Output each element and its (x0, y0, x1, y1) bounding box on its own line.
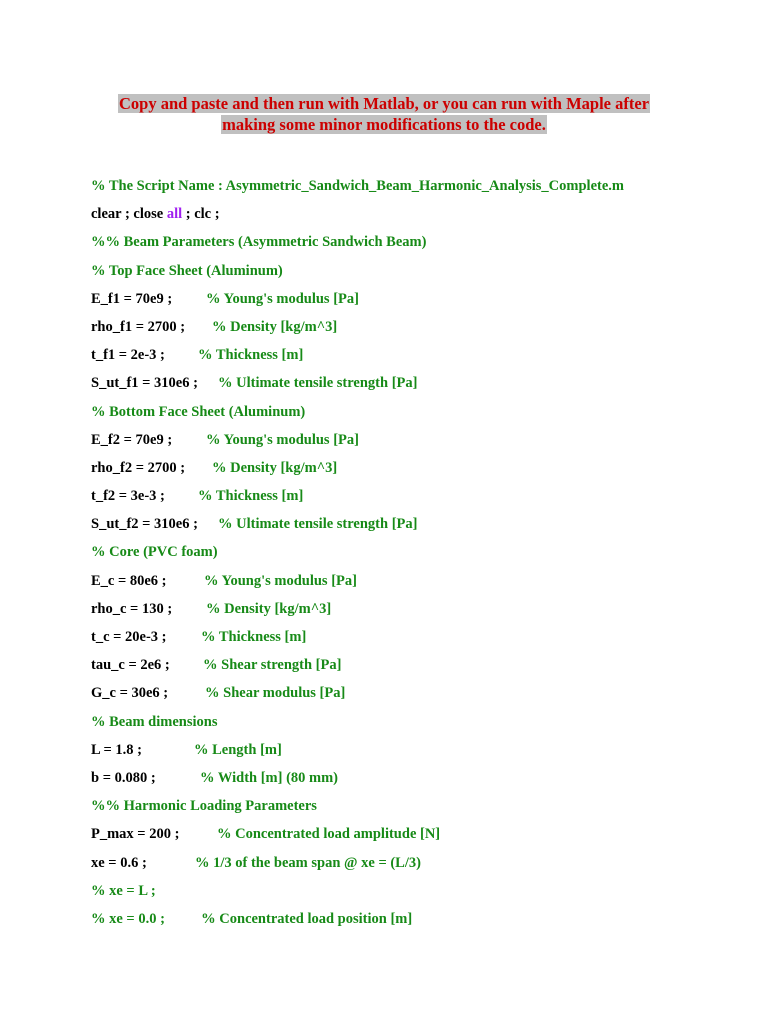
code-line (91, 849, 624, 877)
instruction-banner-text-2: making some minor modifications to the code. (222, 115, 546, 134)
code-line (91, 172, 624, 200)
code-line (91, 454, 624, 482)
code-text: G_c = 30e6 ; (91, 685, 169, 702)
code-line (91, 285, 624, 313)
comment-text: %% Harmonic Loading Parameters (91, 798, 317, 815)
comment-text: % Density [kg/m^3] (212, 318, 338, 335)
code-line (91, 736, 624, 764)
matlab-code-block (91, 172, 624, 933)
code-text: t_f1 = 2e-3 ; (91, 347, 165, 364)
code-line (91, 538, 624, 566)
comment-text: % Beam dimensions (91, 713, 218, 730)
code-line (91, 905, 624, 933)
code-text: b = 0.080 ; (91, 769, 156, 786)
comment-text: % xe = 0.0 ; % Concentrated load position [m] (91, 910, 413, 927)
code-line (91, 764, 624, 792)
code-text: ; clc ; (182, 206, 220, 223)
comment-text: % Core (PVC foam) (91, 544, 218, 561)
code-line (91, 426, 624, 454)
comment-text: % The Script Name : Asymmetric_Sandwich_Beam_Harmonic_Analysis_Complete.m (91, 178, 624, 194)
code-text: rho_c = 130 ; (91, 600, 173, 617)
comment-text: % Thickness [m] (198, 488, 304, 505)
code-text: E_c = 80e6 ; (91, 572, 167, 589)
comment-text: % Density [kg/m^3] (206, 600, 332, 617)
code-text: P_max = 200 ; (91, 826, 180, 843)
code-line (91, 228, 624, 256)
comment-text: % Concentrated load amplitude [N] (217, 826, 441, 843)
code-line (91, 651, 624, 679)
comment-text: % Top Face Sheet (Aluminum) (91, 262, 283, 279)
comment-text: % Thickness [m] (201, 629, 307, 645)
comment-text: % Shear strength [Pa] (203, 657, 342, 674)
comment-text: % Length [m] (194, 741, 282, 758)
code-line (91, 820, 624, 848)
code-text: E_f2 = 70e9 ; (91, 431, 173, 448)
code-line (91, 708, 624, 736)
comment-text: % Young's modulus [Pa] (206, 290, 359, 307)
keyword-text: all (166, 206, 183, 223)
comment-text: %% Beam Parameters (Asymmetric Sandwich Beam) (91, 234, 427, 251)
code-line (91, 257, 624, 285)
code-text: E_f1 = 70e9 ; (91, 290, 173, 307)
code-line (91, 595, 624, 623)
code-text: rho_f2 = 2700 ; (91, 459, 186, 476)
code-line (91, 567, 624, 595)
code-text: tau_c = 2e6 ; (91, 657, 170, 674)
code-text: rho_f1 = 2700 ; (91, 318, 186, 335)
comment-text: % Ultimate tensile strength [Pa] (218, 516, 418, 533)
comment-text: % Ultimate tensile strength [Pa] (218, 375, 418, 392)
code-line (91, 792, 624, 820)
comment-text: % Thickness [m] (198, 347, 304, 364)
comment-text: % Bottom Face Sheet (Aluminum) (91, 403, 306, 420)
comment-text: % Density [kg/m^3] (212, 459, 338, 476)
instruction-banner-text-1: Copy and paste and then run with Matlab, or you can run with Maple after (118, 94, 650, 113)
code-line (91, 482, 624, 510)
comment-text: % Width [m] (80 mm) (200, 769, 339, 786)
code-line (91, 877, 624, 905)
comment-text: % xe = L ; (91, 882, 156, 899)
code-line (91, 679, 624, 707)
code-text: S_ut_f1 = 310e6 ; (91, 375, 198, 392)
code-text: L = 1.8 ; (91, 741, 142, 758)
code-line (91, 369, 624, 397)
comment-text: % Shear modulus [Pa] (205, 685, 346, 702)
code-text: t_f2 = 3e-3 ; (91, 488, 165, 505)
comment-text: % Young's modulus [Pa] (206, 431, 359, 448)
code-line (91, 623, 624, 651)
comment-text: % Young's modulus [Pa] (204, 572, 357, 589)
instruction-banner-line-1 (0, 94, 768, 114)
instruction-banner-line-2 (0, 115, 768, 135)
code-line (91, 313, 624, 341)
code-text: S_ut_f2 = 310e6 ; (91, 516, 198, 533)
code-text: t_c = 20e-3 ; (91, 629, 167, 645)
code-line (91, 398, 624, 426)
code-line (91, 200, 624, 228)
code-text: clear ; close (91, 206, 167, 223)
code-line (91, 341, 624, 369)
code-line (91, 510, 624, 538)
code-text: xe = 0.6 ; (91, 854, 147, 871)
comment-text: % 1/3 of the beam span @ xe = (L/3) (195, 854, 421, 871)
